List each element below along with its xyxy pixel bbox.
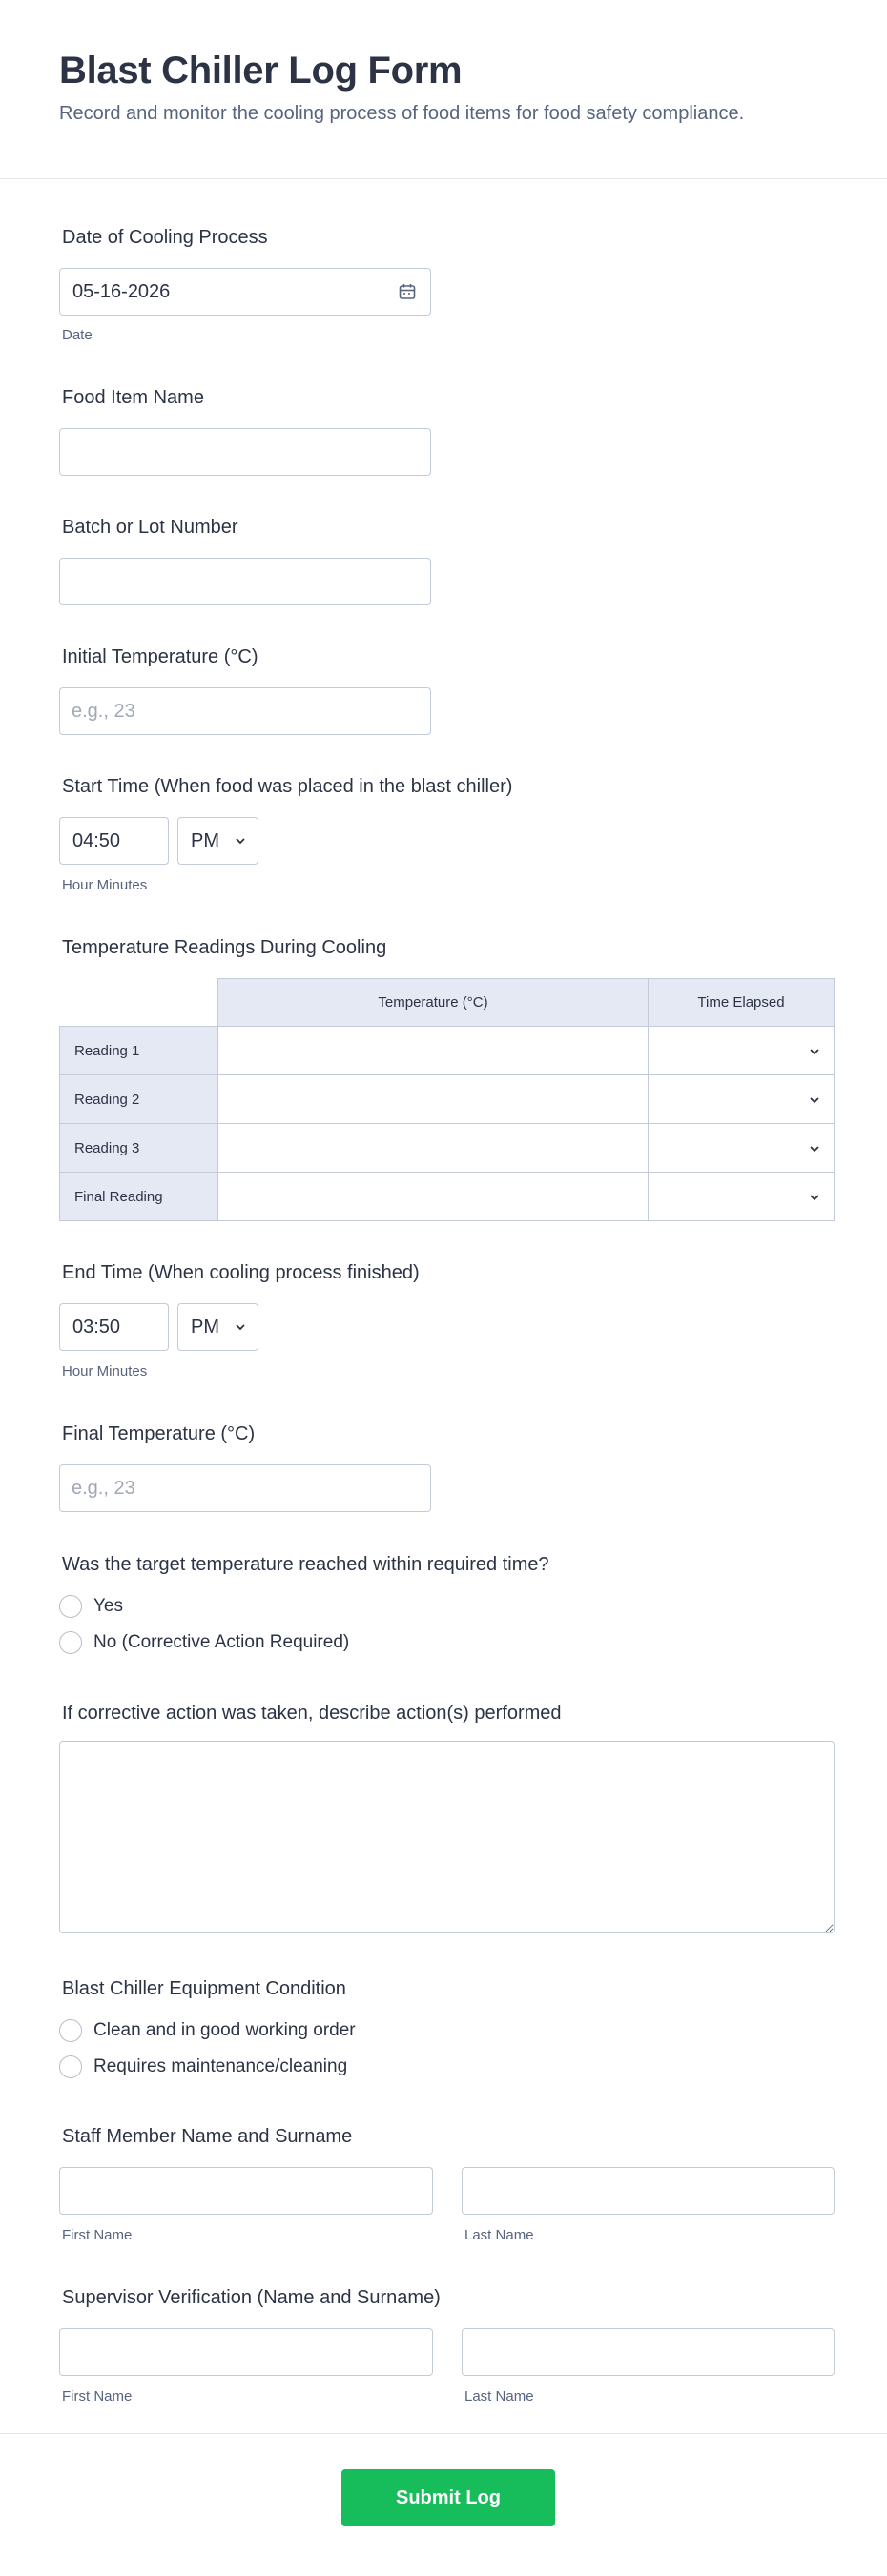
chevron-down-icon: [809, 1192, 820, 1203]
table-corner: [60, 979, 218, 1027]
chevron-down-icon: [809, 1094, 820, 1106]
batch-label: Batch or Lot Number: [62, 517, 238, 538]
form-header: [0, 0, 887, 179]
start-time-input[interactable]: [59, 817, 169, 865]
row-header: Reading 2: [60, 1075, 218, 1124]
date-label: Date of Cooling Process: [62, 227, 268, 248]
readings-table: [59, 978, 835, 1221]
radio-no[interactable]: [59, 1631, 349, 1654]
staff-label: Staff Member Name and Surname: [62, 2126, 353, 2147]
food-item-input[interactable]: [59, 428, 431, 476]
table-row: [60, 1027, 835, 1075]
row-header: Reading 1: [60, 1027, 218, 1075]
time-elapsed-select[interactable]: [649, 1027, 835, 1075]
calendar-icon[interactable]: [398, 282, 417, 301]
readings-label: Temperature Readings During Cooling: [62, 937, 387, 958]
radio-circle[interactable]: [59, 1595, 82, 1618]
supervisor-first-sublabel: First Name: [62, 2388, 133, 2404]
column-header-temperature: Temperature (°C): [218, 979, 649, 1027]
start-ampm-value: PM: [191, 830, 219, 851]
start-time-value: 04:50: [72, 830, 121, 851]
final-temp-input[interactable]: [59, 1464, 431, 1512]
time-elapsed-select[interactable]: [649, 1075, 835, 1124]
chevron-down-icon: [809, 1046, 820, 1057]
supervisor-first-name-input[interactable]: [59, 2328, 433, 2376]
end-time-value: 03:50: [72, 1317, 121, 1338]
time-elapsed-select[interactable]: [649, 1173, 835, 1221]
staff-last-name-input[interactable]: [462, 2167, 835, 2215]
supervisor-last-name-input[interactable]: [462, 2328, 835, 2376]
radio-circle[interactable]: [59, 1631, 82, 1654]
supervisor-last-sublabel: Last Name: [464, 2388, 534, 2404]
end-ampm-value: PM: [191, 1317, 219, 1338]
table-row: [60, 1173, 835, 1221]
equipment-label: Blast Chiller Equipment Condition: [62, 1978, 346, 1999]
table-row: [60, 1075, 835, 1124]
chevron-down-icon: [235, 1321, 246, 1333]
staff-first-sublabel: First Name: [62, 2227, 133, 2243]
radio-circle[interactable]: [59, 2055, 82, 2078]
end-ampm-select[interactable]: [177, 1303, 258, 1351]
staff-first-name-input[interactable]: [59, 2167, 433, 2215]
chevron-down-icon: [235, 835, 246, 847]
start-time-sublabel: Hour Minutes: [62, 877, 148, 893]
row-header: Reading 3: [60, 1124, 218, 1173]
initial-temp-label: Initial Temperature (°C): [62, 646, 258, 667]
food-item-label: Food Item Name: [62, 387, 204, 408]
date-input[interactable]: [59, 268, 431, 316]
form-subtitle: Record and monitor the cooling process of food items for food safety compliance.: [59, 103, 745, 124]
radio-clean[interactable]: [59, 2019, 356, 2042]
temperature-cell[interactable]: [218, 1124, 649, 1173]
radio-circle[interactable]: [59, 2019, 82, 2042]
form-title: Blast Chiller Log Form: [59, 50, 463, 92]
corrective-textarea[interactable]: [59, 1741, 835, 1933]
time-elapsed-select[interactable]: [649, 1124, 835, 1173]
corrective-label: If corrective action was taken, describe action(s) performed: [62, 1703, 562, 1724]
radio-label: Clean and in good working order: [93, 2020, 356, 2040]
radio-yes[interactable]: [59, 1595, 123, 1618]
temperature-cell[interactable]: [218, 1075, 649, 1124]
start-ampm-select[interactable]: [177, 817, 258, 865]
batch-input[interactable]: [59, 558, 431, 605]
supervisor-label: Supervisor Verification (Name and Surname): [62, 2287, 441, 2308]
date-sublabel: Date: [62, 327, 93, 343]
chevron-down-icon: [809, 1143, 820, 1155]
column-header-time-elapsed: Time Elapsed: [649, 979, 835, 1027]
target-reached-label: Was the target temperature reached within required time?: [62, 1554, 549, 1575]
initial-temp-input[interactable]: [59, 687, 431, 735]
temperature-cell[interactable]: [218, 1027, 649, 1075]
final-temp-label: Final Temperature (°C): [62, 1423, 256, 1444]
end-time-sublabel: Hour Minutes: [62, 1363, 148, 1380]
radio-label: Requires maintenance/cleaning: [93, 2056, 348, 2076]
table-row: [60, 1124, 835, 1173]
radio-label: Yes: [93, 1596, 123, 1616]
radio-label: No (Corrective Action Required): [93, 1632, 350, 1652]
staff-last-sublabel: Last Name: [464, 2227, 534, 2243]
end-time-label: End Time (When cooling process finished): [62, 1262, 420, 1283]
date-value: 05-16-2026: [72, 281, 171, 302]
row-header: Final Reading: [60, 1173, 218, 1221]
temperature-cell[interactable]: [218, 1173, 649, 1221]
start-time-label: Start Time (When food was placed in the blast chiller): [62, 776, 513, 797]
radio-maintenance[interactable]: [59, 2055, 347, 2078]
submit-button[interactable]: Submit Log: [341, 2469, 555, 2526]
end-time-input[interactable]: [59, 1303, 169, 1351]
